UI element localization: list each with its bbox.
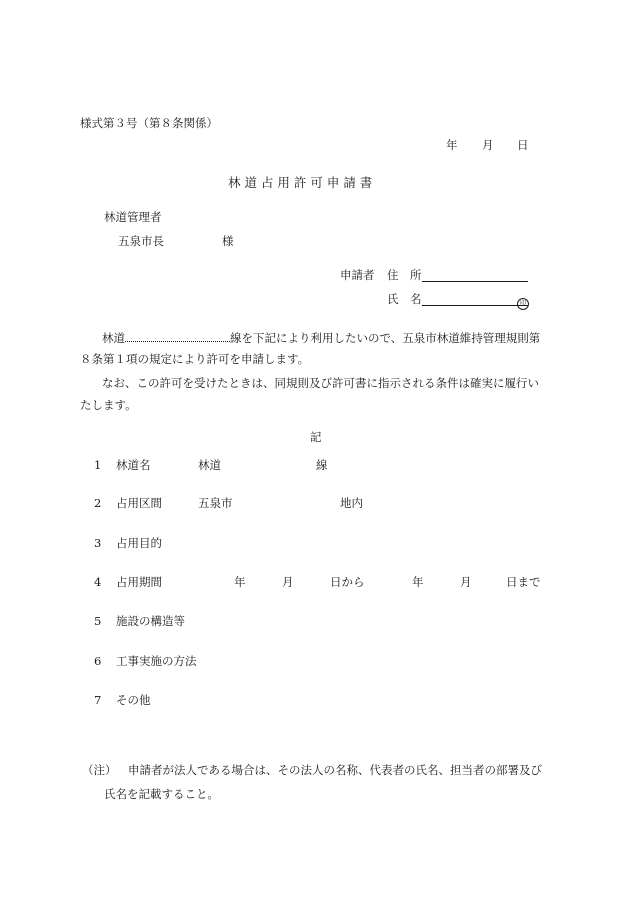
date-year: 年	[446, 138, 458, 152]
item-label: 工事実施の方法	[116, 654, 197, 668]
form-number: 様式第３号（第８条関係）	[80, 116, 218, 130]
date-month: 月	[482, 138, 494, 152]
addressee-honorific: 様	[222, 234, 234, 248]
item-value-suffix: 地内	[340, 496, 363, 510]
period-end-day: 日まで	[506, 575, 541, 589]
note-label: （注）	[82, 763, 117, 777]
period-end-year: 年	[412, 575, 424, 589]
item-number: 2	[94, 496, 102, 510]
item-label: 占用目的	[116, 536, 162, 550]
item-number: 3	[94, 536, 102, 550]
item-number: 4	[94, 575, 102, 589]
forest-road-name-field[interactable]	[125, 330, 230, 342]
body-line-1: 林道 線を下記により利用したいので、五泉市林道維持管理規則第	[102, 331, 541, 345]
item-label: 施設の構造等	[116, 614, 185, 628]
document-title: 林 道 占 用 許 可 申 請 書	[228, 175, 373, 190]
addressee-name: 五泉市長	[118, 234, 164, 248]
item-label: 占用期間	[116, 575, 162, 589]
period-start-year: 年	[234, 575, 246, 589]
body-line-4: たします。	[80, 398, 137, 412]
item-value-prefix: 五泉市	[198, 496, 233, 510]
applicant-label: 申請者	[340, 268, 375, 282]
item-number: 1	[94, 458, 102, 472]
item-value-suffix: 線	[316, 458, 328, 472]
item-number: 7	[94, 693, 102, 707]
item-number: 5	[94, 614, 102, 628]
period-start-month: 月	[282, 575, 294, 589]
name-label: 氏 名	[387, 292, 422, 306]
period-end-month: 月	[460, 575, 472, 589]
address-label: 住 所	[387, 268, 422, 282]
date-day: 日	[517, 138, 529, 152]
item-label: 林道名	[116, 458, 151, 472]
item-label: その他	[116, 693, 151, 707]
item-number: 6	[94, 654, 102, 668]
item-value-prefix: 林道	[198, 458, 221, 472]
address-field[interactable]	[422, 270, 528, 285]
period-start-day: 日から	[330, 575, 365, 589]
body-line-2: ８条第１項の規定により許可を申請します。	[80, 352, 310, 366]
item-label: 占用区間	[116, 496, 162, 510]
ki-label: 記	[310, 430, 322, 444]
seal-icon: 印	[517, 298, 529, 310]
note-line-2: 氏名を記載すること。	[104, 787, 219, 801]
note-line-1: 申請者が法人である場合は、その法人の名称、代表者の氏名、担当者の部署及び	[128, 763, 542, 777]
body-line-3: なお、この許可を受けたときは、同規則及び許可書に指示される条件は確実に履行い	[102, 376, 539, 390]
addressee-title: 林道管理者	[104, 210, 162, 224]
name-field[interactable]	[422, 294, 529, 310]
